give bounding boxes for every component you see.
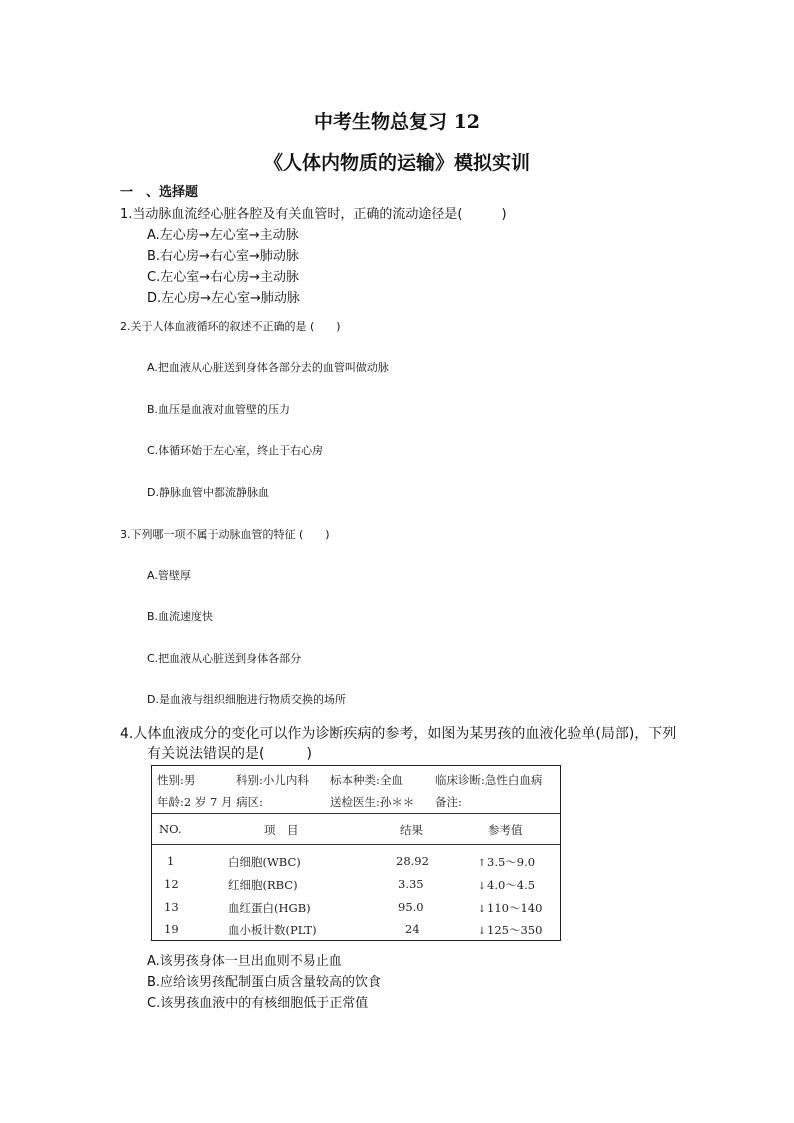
report-header-no: NO. bbox=[159, 822, 182, 836]
table-row-item: 血小板计数(PLT) bbox=[228, 923, 317, 937]
table-row-reference: ↓110～140 bbox=[477, 901, 543, 915]
question-3-stem: 3.下列哪一项不属于动脉血管的特征 ( ) bbox=[120, 528, 330, 541]
report-diagnosis: 临床诊断:急性白血病 bbox=[435, 773, 543, 787]
question-1-option-b: B.右心房→右心室→肺动脉 bbox=[147, 249, 299, 264]
question-2-option-d: D.静脉血管中都流静脉血 bbox=[147, 486, 269, 499]
table-row-item: 红细胞(RBC) bbox=[228, 878, 298, 892]
table-row-item: 白细胞(WBC) bbox=[228, 855, 301, 869]
page-subtitle: 《人体内物质的运输》模拟实训 bbox=[263, 152, 530, 174]
arrow-down-icon: ↓ bbox=[477, 926, 487, 937]
section-heading: 一 、选择题 bbox=[120, 185, 199, 200]
blood-test-report bbox=[151, 765, 561, 941]
report-sex: 性别:男 bbox=[157, 773, 196, 787]
table-row-reference: ↓125～350 bbox=[477, 923, 543, 937]
question-4-option-a: A.该男孩身体一旦出血则不易止血 bbox=[147, 954, 342, 969]
question-4-stem-line-2: 有关说法错误的是( ) bbox=[147, 746, 312, 762]
table-row-no: 13 bbox=[164, 900, 179, 914]
page-title: 中考生物总复习 12 bbox=[313, 111, 481, 133]
report-age-ward: 年龄:2 岁 7 月 病区: bbox=[157, 795, 264, 809]
report-specimen: 标本种类:全血 bbox=[330, 773, 403, 787]
report-header-reference: 参考值 bbox=[488, 823, 523, 837]
table-row-result: 3.35 bbox=[398, 877, 424, 891]
question-2-option-c: C.体循环始于左心室，终止于右心房 bbox=[147, 444, 324, 457]
arrow-down-icon: ↓ bbox=[477, 881, 487, 892]
arrow-down-icon: ↓ bbox=[477, 904, 487, 915]
table-row-result: 28.92 bbox=[396, 854, 429, 868]
report-department: 科别:小儿内科 bbox=[236, 773, 309, 787]
table-row-no: 12 bbox=[164, 877, 179, 891]
report-header-item: 项 目 bbox=[264, 823, 299, 837]
question-1-option-d: D.左心房→左心室→肺动脉 bbox=[147, 291, 300, 306]
question-3-option-c: C.把血液从心脏送到身体各部分 bbox=[147, 652, 302, 665]
question-1-option-a: A.左心房→左心室→主动脉 bbox=[147, 228, 299, 243]
question-3-option-d: D.是血液与组织细胞进行物质交换的场所 bbox=[147, 693, 346, 706]
table-row-reference: ↑3.5～9.0 bbox=[477, 855, 536, 869]
report-divider bbox=[152, 844, 560, 845]
question-3-option-a: A.管壁厚 bbox=[147, 569, 191, 582]
table-row-no: 1 bbox=[167, 854, 175, 868]
question-4-stem-line-1: 4.人体血液成分的变化可以作为诊断疾病的参考，如图为某男孩的血液化验单(局部)，下列 bbox=[120, 726, 677, 742]
arrow-up-icon: ↑ bbox=[477, 858, 487, 869]
question-3-option-b: B.血流速度快 bbox=[147, 610, 214, 623]
table-row-reference: ↓4.0～4.5 bbox=[477, 878, 536, 892]
table-row-item: 血红蛋白(HGB) bbox=[228, 901, 311, 915]
table-row-result: 95.0 bbox=[398, 900, 424, 914]
question-2-option-b: B.血压是血液对血管壁的压力 bbox=[147, 403, 291, 416]
report-divider bbox=[152, 813, 560, 814]
question-1-option-c: C.左心室→右心房→主动脉 bbox=[147, 270, 299, 285]
question-4-option-c: C.该男孩血液中的有核细胞低于正常值 bbox=[147, 996, 369, 1011]
question-1-stem: 1.当动脉血流经心脏各腔及有关血管时，正确的流动途径是( ) bbox=[120, 207, 507, 222]
table-row-no: 19 bbox=[164, 922, 179, 936]
report-doctor: 送检医生:孙＊＊ bbox=[330, 795, 415, 809]
question-2-option-a: A.把血液从心脏送到身体各部分去的血管叫做动脉 bbox=[147, 361, 389, 374]
table-row-result: 24 bbox=[405, 922, 420, 936]
report-remarks: 备注: bbox=[435, 795, 462, 809]
report-header-result: 结果 bbox=[400, 823, 423, 837]
question-4-option-b: B.应给该男孩配制蛋白质含量较高的饮食 bbox=[147, 975, 382, 990]
question-2-stem: 2.关于人体血液循环的叙述不正确的是 ( ) bbox=[120, 320, 341, 333]
